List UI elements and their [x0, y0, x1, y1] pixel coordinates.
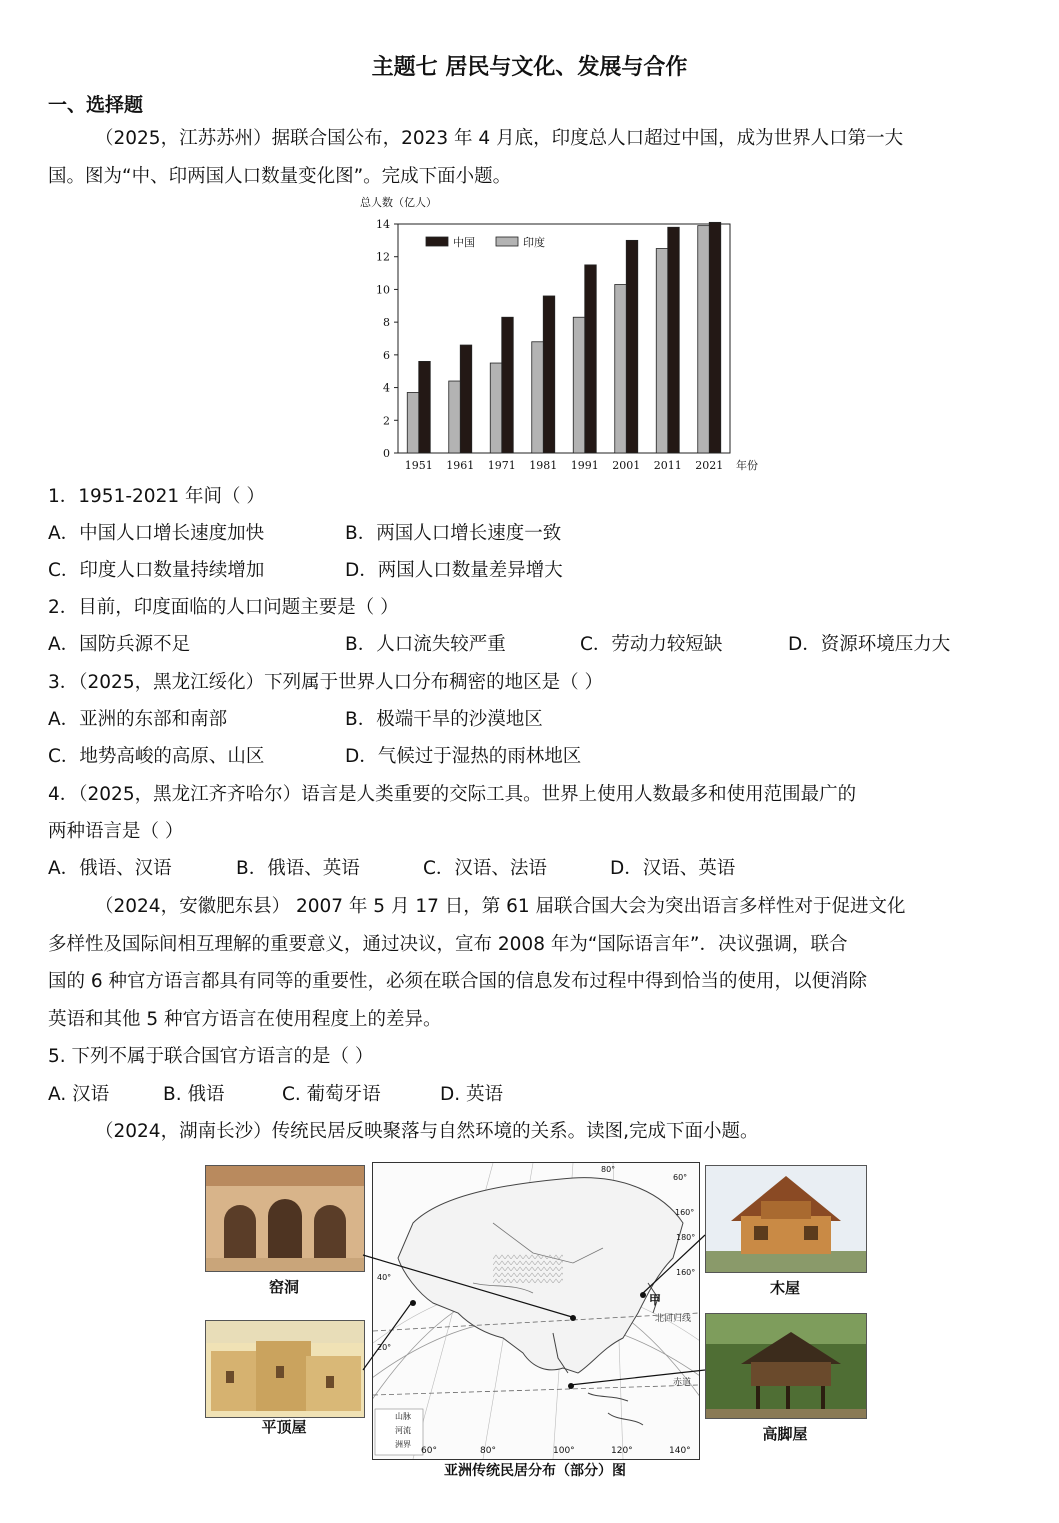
bar-china: [502, 317, 514, 453]
bar-china: [668, 227, 680, 453]
population-chart: [352, 192, 762, 474]
map-legend-river: 河流: [395, 1426, 411, 1435]
bar-china: [626, 240, 638, 453]
wooden-house-caption: 木屋: [769, 1279, 800, 1297]
map-lon-label: 60°: [421, 1446, 437, 1456]
asia-dwelling-figure: [200, 1160, 870, 1485]
y-tick-label: 10: [376, 283, 390, 297]
map-top-label: 180°: [676, 1233, 696, 1242]
q1-option-c[interactable]: C．印度人口数量持续增加: [48, 560, 265, 581]
intro3-text: （2024，湖南长沙）传统民居反映聚落与自然环境的关系。读图,完成下面小题。: [95, 1121, 759, 1142]
stilt-house-caption: 高脚屋: [762, 1425, 808, 1443]
q2-option-d[interactable]: D．资源环境压力大: [788, 634, 951, 655]
q4-option-b[interactable]: B．俄语、英语: [236, 858, 360, 879]
legend-swatch: [496, 237, 518, 246]
bar-china: [460, 345, 472, 453]
y-tick-label: 0: [383, 447, 390, 460]
intro2-line4: 英语和其他 5 种官方语言在使用程度上的差异。: [48, 1009, 442, 1030]
bar-china: [585, 265, 597, 453]
y-axis-title: 总人数（亿人）: [360, 196, 437, 209]
legend-label: 印度: [523, 236, 545, 249]
x-tick-label: 2011: [653, 459, 682, 472]
q5-option-c[interactable]: C. 葡萄牙语: [282, 1084, 381, 1105]
map-legend-mountain: 山脉: [395, 1412, 411, 1421]
leader-lines: [200, 1160, 870, 1460]
bar-india: [407, 392, 419, 453]
x-tick-label: 1981: [529, 459, 558, 472]
y-tick-label: 4: [383, 381, 390, 395]
x-tick-label: 1951: [404, 459, 433, 472]
bar-china: [543, 296, 555, 453]
intro2-line3: 国的 6 种官方语言都具有同等的重要性，必须在联合国的信息发布过程中得到恰当的使用，以便消除: [48, 971, 868, 992]
q2-option-a[interactable]: A．国防兵源不足: [48, 634, 191, 655]
bar-india: [532, 342, 544, 453]
q5-stem: 5. 下列不属于联合国官方语言的是（ ）: [48, 1046, 374, 1067]
map-lat-label: 20°: [377, 1343, 392, 1352]
map-lon-label: 100°: [553, 1446, 575, 1456]
y-tick-label: 12: [376, 250, 390, 264]
y-tick-label: 14: [376, 218, 390, 231]
q4-option-a[interactable]: A．俄语、汉语: [48, 858, 172, 879]
map-label-equator: 赤道: [673, 1378, 692, 1388]
map-lat-label: 40°: [377, 1273, 392, 1282]
q5-option-b[interactable]: B. 俄语: [163, 1084, 225, 1105]
bar-india: [656, 249, 668, 453]
y-tick-label: 8: [383, 316, 390, 330]
bar-india: [615, 285, 627, 453]
x-axis-title: 年份: [736, 459, 758, 472]
map-top-label: 60°: [673, 1173, 688, 1182]
q2-option-c[interactable]: C．劳动力较短缺: [580, 634, 723, 655]
map-top-label: 80°: [601, 1165, 616, 1174]
q3-option-b[interactable]: B．极端干旱的沙漠地区: [345, 709, 543, 730]
x-tick-label: 2001: [612, 459, 641, 472]
q5-option-d[interactable]: D. 英语: [440, 1084, 504, 1105]
x-tick-label: 1971: [487, 459, 516, 472]
q3-stem: 3．（2025，黑龙江绥化）下列属于世界人口分布稠密的地区是（ ）: [48, 672, 603, 693]
section-heading: 一、选择题: [48, 94, 144, 116]
plot-frame: [398, 224, 730, 453]
bar-china: [419, 361, 431, 453]
map-label-jia: 甲: [649, 1293, 662, 1307]
q1-option-b[interactable]: B．两国人口增长速度一致: [345, 523, 562, 544]
q2-stem: 2．目前，印度面临的人口问题主要是（ ）: [48, 597, 399, 618]
q1-option-d[interactable]: D．两国人口数量差异增大: [345, 560, 563, 581]
legend-label: 中国: [453, 236, 475, 249]
q4-stem-line2: 两种语言是（ ）: [48, 821, 184, 842]
cave-dwelling-caption: 窑洞: [268, 1278, 299, 1296]
q3-option-a[interactable]: A．亚洲的东部和南部: [48, 709, 228, 730]
q5-option-a[interactable]: A. 汉语: [48, 1084, 110, 1105]
x-tick-label: 2021: [695, 459, 724, 472]
y-tick-label: 6: [383, 348, 390, 362]
intro2-line1: （2024，安徽肥东县） 2007 年 5 月 17 日，第 61 届联合国大会为突出语言多样性对于促进文化: [95, 896, 906, 917]
intro1-line1: （2025，江苏苏州）据联合国公布，2023 年 4 月底，印度总人口超过中国，成为世界人口第一大: [95, 128, 904, 149]
map-legend-border: 洲界: [395, 1440, 411, 1449]
q2-option-b[interactable]: B．人口流失较严重: [345, 634, 506, 655]
map-label-tropic: 北回归线: [655, 1314, 692, 1324]
y-tick-label: 2: [383, 414, 390, 428]
x-tick-label: 1961: [446, 459, 475, 472]
page-title: 主题七 居民与文化、发展与合作: [371, 54, 688, 80]
flat-roof-house-caption: 平顶屋: [261, 1418, 307, 1436]
map-top-label: 160°: [675, 1208, 695, 1217]
bar-india: [698, 226, 710, 453]
q3-option-c[interactable]: C．地势高峻的高原、山区: [48, 746, 265, 767]
q4-option-c[interactable]: C．汉语、法语: [423, 858, 547, 879]
q4-stem-line1: 4．（2025，黑龙江齐齐哈尔）语言是人类重要的交际工具。世界上使用人数最多和使用范围最广的: [48, 784, 857, 805]
map-top-label: 160°: [676, 1268, 696, 1277]
q3-option-d[interactable]: D．气候过于湿热的雨林地区: [345, 746, 582, 767]
q1-stem: 1．1951-2021 年间（ ）: [48, 486, 265, 507]
bar-india: [573, 317, 585, 453]
q4-option-d[interactable]: D．汉语、英语: [610, 858, 736, 879]
map-lon-label: 120°: [611, 1446, 633, 1456]
bar-india: [449, 381, 461, 453]
map-lon-label: 80°: [480, 1446, 496, 1456]
bar-china: [709, 222, 721, 453]
legend-swatch: [426, 237, 448, 246]
intro2-line2: 多样性及国际间相互理解的重要意义，通过决议，宣布 2008 年为“国际语言年”．决议强调，联合: [48, 934, 848, 955]
bar-india: [490, 363, 502, 453]
map-caption: 亚洲传统民居分布（部分）图: [444, 1463, 626, 1479]
intro1-line2: 国。图为“中、印两国人口数量变化图”。完成下面小题。: [48, 166, 512, 187]
map-lon-label: 140°: [669, 1446, 691, 1456]
q1-option-a[interactable]: A．中国人口增长速度加快: [48, 523, 265, 544]
population-bar-chart: [352, 192, 762, 474]
x-tick-label: 1991: [570, 459, 599, 472]
